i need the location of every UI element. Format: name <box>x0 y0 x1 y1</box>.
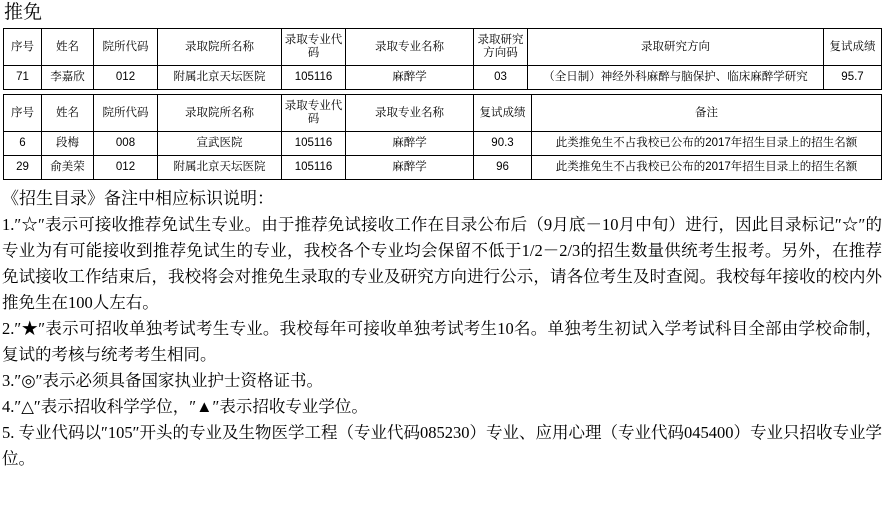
note-item-5: 5. 专业代码以″105″开头的专业及生物医学工程（专业代码085230）专业、应用心理（专业代码045400）专业只招收专业学位。 <box>2 423 882 468</box>
col-header-score: 复试成绩 <box>824 29 882 66</box>
cell-major-code: 105116 <box>282 132 346 156</box>
notes-heading: 《招生目录》备注中相应标识说明： <box>2 189 274 208</box>
cell-research-direction: （全日制）神经外科麻醉与脑保护、临床麻醉学研究 <box>528 66 824 90</box>
notes-section <box>2 186 882 472</box>
col-header-index: 序号 <box>4 29 42 66</box>
cell-score: 95.7 <box>824 66 882 90</box>
table-row <box>4 66 882 90</box>
table-header-row <box>4 29 882 66</box>
document-page <box>0 2 884 529</box>
col-header-research-direction: 录取研究方向 <box>528 29 824 66</box>
col-header-major-name: 录取专业名称 <box>346 29 474 66</box>
cell-major-name: 麻醉学 <box>346 66 474 90</box>
cell-name: 段梅 <box>42 132 94 156</box>
admission-table-secondary <box>3 94 882 180</box>
cell-research-code: 03 <box>474 66 528 90</box>
cell-institute-code: 008 <box>94 132 158 156</box>
table-row <box>4 156 882 180</box>
col-header-index: 序号 <box>4 95 42 132</box>
cell-remark: 此类推免生不占我校已公布的2017年招生目录上的招生名额 <box>532 132 882 156</box>
cell-institute-code: 012 <box>94 66 158 90</box>
col-header-name: 姓名 <box>42 95 94 132</box>
table-row <box>4 132 882 156</box>
col-header-remark: 备注 <box>532 95 882 132</box>
note-item-1: 1.″☆″表示可接收推荐免试生专业。由于推荐免试接收工作在目录公布后（9月底－10月中旬）进行，因此目录标记″☆″的专业为有可能接收到推荐免试生的专业，我校各个专业均会保留不低于1/2－2/3的招生数量供统考生报考。另外，在推荐免试接收工作结束后，我校将会对推免生录取的专业及研究方向进行公示，请各位考生及时查阅。我校每年接收的校内外推免生在100人左右。 <box>2 215 882 312</box>
col-header-major-name: 录取专业名称 <box>346 95 474 132</box>
col-header-institute-code: 院所代码 <box>94 29 158 66</box>
cell-institute-code: 012 <box>94 156 158 180</box>
col-header-score: 复试成绩 <box>474 95 532 132</box>
cell-score: 90.3 <box>474 132 532 156</box>
col-header-institute-name: 录取院所名称 <box>158 95 282 132</box>
cell-institute-name: 附属北京天坛医院 <box>158 66 282 90</box>
cell-institute-name: 宣武医院 <box>158 132 282 156</box>
cell-remark: 此类推免生不占我校已公布的2017年招生目录上的招生名额 <box>532 156 882 180</box>
cell-major-code: 105116 <box>282 66 346 90</box>
cell-score: 96 <box>474 156 532 180</box>
admission-table-primary <box>3 28 882 90</box>
col-header-name: 姓名 <box>42 29 94 66</box>
cell-name: 李嘉欣 <box>42 66 94 90</box>
note-item-3: 3.″◎″表示必须具备国家执业护士资格证书。 <box>2 371 324 390</box>
note-item-4: 4.″△″表示招收科学学位，″▲″表示招收专业学位。 <box>2 397 368 416</box>
cell-institute-name: 附属北京天坛医院 <box>158 156 282 180</box>
table-header-row <box>4 95 882 132</box>
col-header-research-code: 录取研究方向码 <box>474 29 528 66</box>
cell-major-code: 105116 <box>282 156 346 180</box>
page-title: 推免 <box>4 2 43 23</box>
cell-major-name: 麻醉学 <box>346 156 474 180</box>
cell-index: 71 <box>4 66 42 90</box>
cell-major-name: 麻醉学 <box>346 132 474 156</box>
cell-index: 6 <box>4 132 42 156</box>
col-header-institute-name: 录取院所名称 <box>158 29 282 66</box>
note-item-2: 2.″★″表示可招收单独考试考生专业。我校每年可接收单独考试考生10名。单独考生初试入学考试科目全部由学校命制，复试的考核与统考考生相同。 <box>2 319 882 364</box>
col-header-major-code: 录取专业代码 <box>282 29 346 66</box>
cell-name: 俞美荣 <box>42 156 94 180</box>
col-header-major-code: 录取专业代码 <box>282 95 346 132</box>
col-header-institute-code: 院所代码 <box>94 95 158 132</box>
cell-index: 29 <box>4 156 42 180</box>
